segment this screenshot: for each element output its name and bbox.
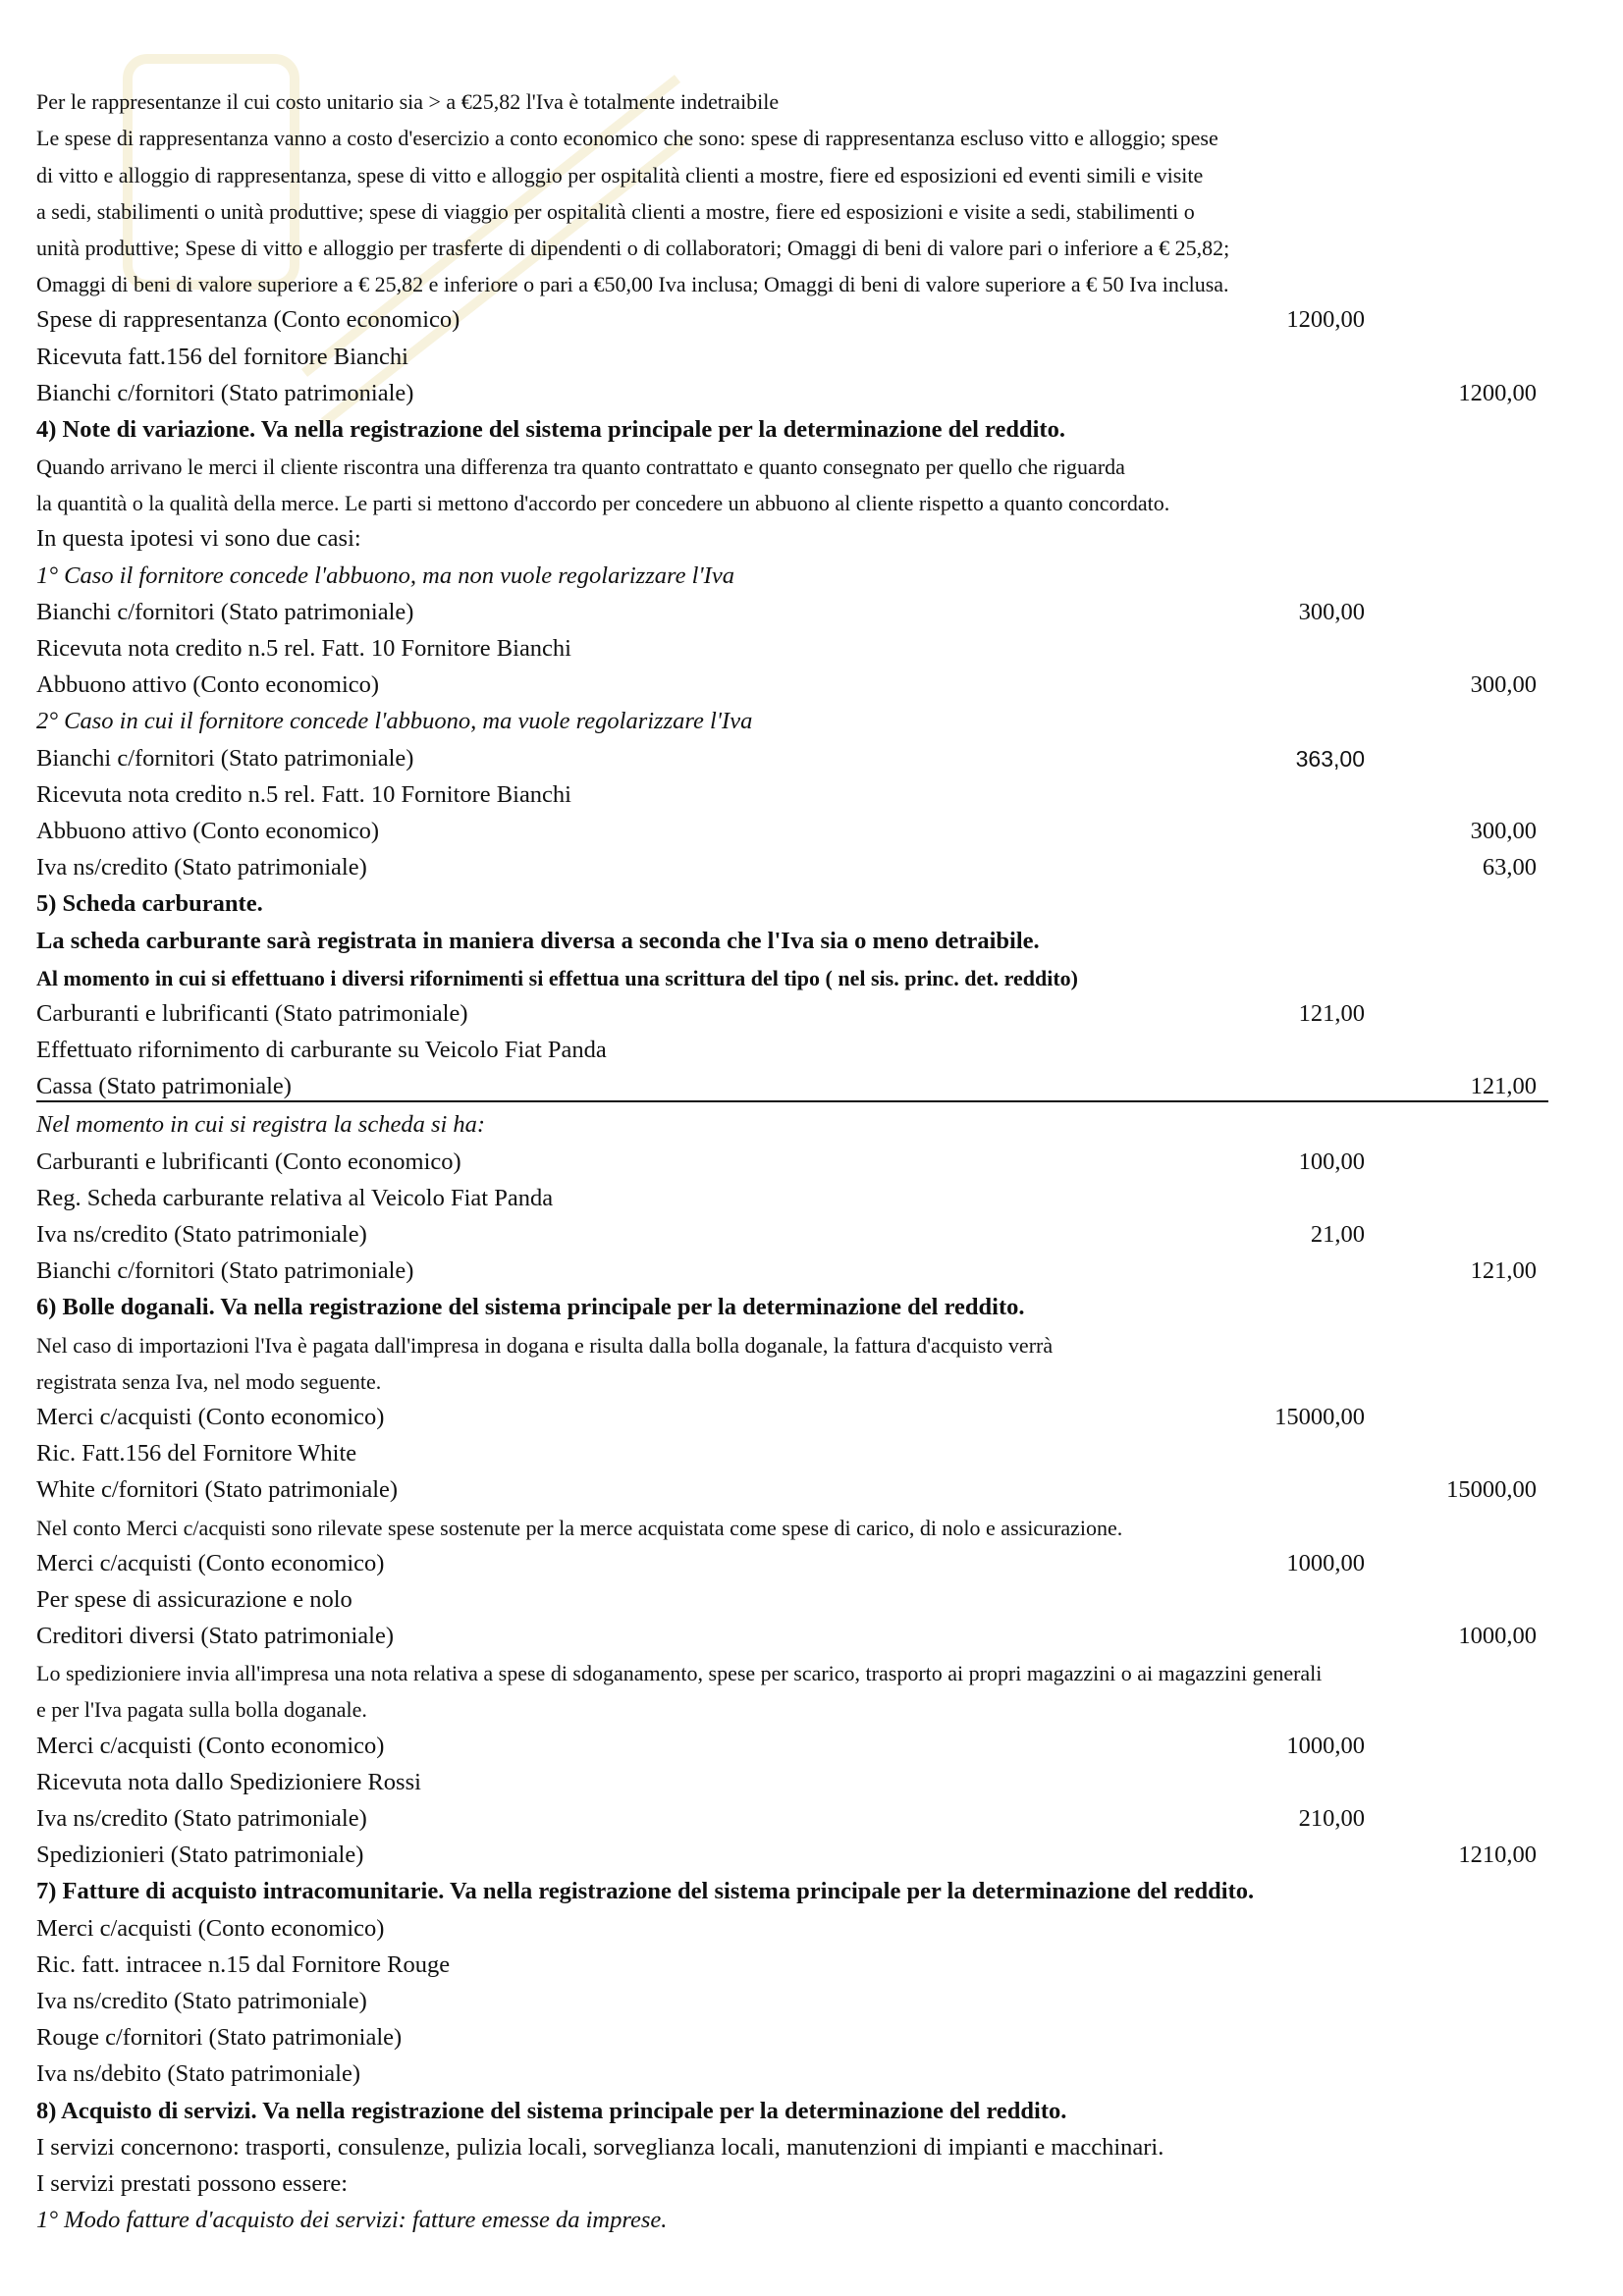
document-line bbox=[36, 1102, 1548, 1139]
document-line bbox=[36, 297, 1548, 334]
line-text: Nel conto Merci c/acquisti sono rilevate spese sostenute per la merce acquistata come spese di carico, di nolo e assicurazione. bbox=[36, 1515, 1123, 1540]
line-text: di vitto e alloggio di rappresentanza, spese di vitto e alloggio per ospitalità clienti a mostre, fiere ed esposizioni ed eventi simili e visite bbox=[36, 162, 1204, 187]
line-text: 1° Caso il fornitore concede l'abbuono, ma non vuole regolarizzare l'Iva bbox=[36, 561, 734, 589]
line-text: Ricevuta nota credito n.5 rel. Fatt. 10 Fornitore Bianchi bbox=[36, 635, 571, 662]
line-text: registrata senza Iva, nel modo seguente. bbox=[36, 1368, 382, 1394]
line-text: Abbuono attivo (Conto economico) bbox=[36, 817, 380, 844]
document-line bbox=[36, 1504, 1548, 1540]
line-text: Carburanti e lubrificanti (Stato patrimoniale) bbox=[36, 999, 468, 1027]
document-line bbox=[36, 1064, 1548, 1102]
line-text: Nel caso di importazioni l'Iva è pagata dall'impresa in dogana e risulta dalla bolla doganale, la fattura d'acquisto verrà bbox=[36, 1332, 1054, 1358]
document-line bbox=[36, 1212, 1548, 1249]
document-line bbox=[36, 626, 1548, 663]
credit-amount: 1000,00 bbox=[1458, 1623, 1537, 1650]
line-text: Carburanti e lubrificanti (Conto economico) bbox=[36, 1148, 461, 1175]
document-line bbox=[36, 115, 1548, 151]
document-line bbox=[36, 2162, 1548, 2198]
line-text: Iva ns/debito (Stato patrimoniale) bbox=[36, 2060, 360, 2088]
credit-amount: 1210,00 bbox=[1458, 1842, 1537, 1869]
line-text: Quando arrivano le merci il cliente riscontra una differenza tra quanto contrattato e quanto consegnato per quello che riguarda bbox=[36, 454, 1125, 480]
document-line bbox=[36, 1905, 1548, 1942]
line-text: 7) Fatture di acquisto intracomunitarie. Va nella registrazione del sistema principale per la determinazione del reddito. bbox=[36, 1878, 1255, 1905]
line-text: Bianchi c/fornitori (Stato patrimoniale) bbox=[36, 744, 414, 772]
credit-amount: 63,00 bbox=[1482, 854, 1537, 881]
line-text: 8) Acquisto di servizi. Va nella registrazione del sistema principale per la determinazione del reddito. bbox=[36, 2097, 1067, 2124]
credit-amount: 300,00 bbox=[1470, 817, 1537, 844]
debit-amount: 363,00 bbox=[1295, 745, 1365, 772]
document-line bbox=[36, 1650, 1548, 1686]
line-text: Bianchi c/fornitori (Stato patrimoniale) bbox=[36, 1257, 414, 1285]
document-line bbox=[36, 1028, 1548, 1064]
document-line bbox=[36, 480, 1548, 516]
document-line bbox=[36, 1760, 1548, 1796]
document-line bbox=[36, 1869, 1548, 1905]
document-line bbox=[36, 809, 1548, 845]
line-text: Per le rappresentanze il cui costo unitario sia > a €25,82 l'Iva è totalmente indetraibile bbox=[36, 89, 780, 115]
document-line bbox=[36, 188, 1548, 225]
line-text: Ric. fatt. intracee n.15 dal Fornitore Rouge bbox=[36, 1950, 451, 1978]
credit-amount: 121,00 bbox=[1470, 1257, 1537, 1285]
document-line bbox=[36, 225, 1548, 261]
document-line bbox=[36, 991, 1548, 1028]
document-line bbox=[36, 261, 1548, 297]
document-line bbox=[36, 151, 1548, 187]
document-line bbox=[36, 1139, 1548, 1175]
line-text: Iva ns/credito (Stato patrimoniale) bbox=[36, 1987, 367, 2014]
document-line bbox=[36, 1541, 1548, 1577]
line-text: la quantità o la qualità della merce. Le parti si mettono d'accordo per concedere un abbuono al cliente rispetto a quanto concordato. bbox=[36, 491, 1170, 516]
debit-amount: 15000,00 bbox=[1274, 1403, 1365, 1430]
line-text: Nel momento in cui si registra la scheda si ha: bbox=[36, 1111, 486, 1139]
debit-amount: 21,00 bbox=[1310, 1221, 1365, 1248]
credit-amount: 121,00 bbox=[1470, 1073, 1537, 1100]
document-line bbox=[36, 2125, 1548, 2162]
line-text: I servizi prestati possono essere: bbox=[36, 2169, 349, 2197]
line-text: Abbuono attivo (Conto economico) bbox=[36, 671, 380, 699]
document-line bbox=[36, 1359, 1548, 1395]
line-text: Merci c/acquisti (Conto economico) bbox=[36, 1914, 385, 1942]
line-text: Iva ns/credito (Stato patrimoniale) bbox=[36, 854, 367, 881]
document-line bbox=[36, 663, 1548, 699]
document-line bbox=[36, 444, 1548, 480]
document-line bbox=[36, 845, 1548, 881]
document-line bbox=[36, 881, 1548, 918]
line-text: Bianchi c/fornitori (Stato patrimoniale) bbox=[36, 598, 414, 625]
line-text: Iva ns/credito (Stato patrimoniale) bbox=[36, 1805, 367, 1832]
line-text: I servizi concernono: trasporti, consulenze, pulizia locali, sorveglianza locali, manutenzioni di impianti e macchinari. bbox=[36, 2133, 1164, 2161]
line-text: White c/fornitori (Stato patrimoniale) bbox=[36, 1476, 399, 1504]
line-text: Reg. Scheda carburante relativa al Veicolo Fiat Panda bbox=[36, 1184, 554, 1211]
document-line bbox=[36, 1796, 1548, 1833]
document-line bbox=[36, 1833, 1548, 1869]
document-line bbox=[36, 1614, 1548, 1650]
document-line bbox=[36, 1468, 1548, 1504]
line-text: Omaggi di beni di valore superiore a € 25,82 e inferiore o pari a €50,00 Iva inclusa; Omaggi di beni di valore superiore a € 50 Iva inclusa. bbox=[36, 272, 1229, 297]
line-text: Effettuato rifornimento di carburante su Veicolo Fiat Panda bbox=[36, 1037, 607, 1064]
line-text: Al momento in cui si effettuano i diversi rifornimenti si effettua una scrittura del tipo ( nel sis. princ. det. reddito) bbox=[36, 965, 1078, 990]
debit-amount: 210,00 bbox=[1298, 1805, 1365, 1832]
document-line bbox=[36, 79, 1548, 115]
line-text: Spedizionieri (Stato patrimoniale) bbox=[36, 1842, 364, 1869]
line-text: Merci c/acquisti (Conto economico) bbox=[36, 1549, 385, 1576]
line-text: Merci c/acquisti (Conto economico) bbox=[36, 1403, 385, 1430]
document-page bbox=[36, 79, 1548, 2234]
debit-amount: 100,00 bbox=[1298, 1148, 1365, 1175]
line-text: Iva ns/credito (Stato patrimoniale) bbox=[36, 1221, 367, 1248]
line-text: 1° Modo fatture d'acquisto dei servizi: fatture emesse da imprese. bbox=[36, 2207, 668, 2234]
line-text: Spese di rappresentanza (Conto economico) bbox=[36, 306, 460, 334]
document-line bbox=[36, 773, 1548, 809]
document-line bbox=[36, 699, 1548, 735]
line-text: 4) Note di variazione. Va nella registrazione del sistema principale per la determinazione del reddito. bbox=[36, 415, 1065, 443]
line-text: Ricevuta fatt.156 del fornitore Bianchi bbox=[36, 343, 408, 370]
debit-amount: 300,00 bbox=[1298, 598, 1365, 625]
line-text: Per spese di assicurazione e nolo bbox=[36, 1585, 352, 1613]
document-line bbox=[36, 2015, 1548, 2052]
document-line bbox=[36, 334, 1548, 370]
debit-amount: 1000,00 bbox=[1286, 1549, 1365, 1576]
document-line bbox=[36, 1176, 1548, 1212]
line-text: In questa ipotesi vi sono due casi: bbox=[36, 525, 361, 553]
line-text: 6) Bolle doganali. Va nella registrazione del sistema principale per la determinazione del reddito. bbox=[36, 1294, 1025, 1321]
line-text: Rouge c/fornitori (Stato patrimoniale) bbox=[36, 2024, 403, 2052]
debit-amount: 1000,00 bbox=[1286, 1732, 1365, 1759]
document-line bbox=[36, 407, 1548, 444]
document-line bbox=[36, 1577, 1548, 1614]
line-text: a sedi, stabilimenti o unità produttive; spese di viaggio per ospitalità clienti a mostre, fiere ed esposizioni e visite a sedi, stabilimenti o bbox=[36, 198, 1195, 224]
document-line bbox=[36, 955, 1548, 991]
debit-amount: 121,00 bbox=[1298, 999, 1365, 1027]
document-line bbox=[36, 1321, 1548, 1358]
line-text: Ricevuta nota dallo Spedizioniere Rossi bbox=[36, 1768, 421, 1795]
line-text: Cassa (Stato patrimoniale) bbox=[36, 1073, 292, 1100]
document-line bbox=[36, 1979, 1548, 2015]
document-line bbox=[36, 1285, 1548, 1321]
line-text: Lo spedizioniere invia all'impresa una nota relativa a spese di sdoganamento, spese per scarico, trasporto ai propri magazzini o ai magazzini generali bbox=[36, 1661, 1323, 1686]
line-text: e per l'Iva pagata sulla bolla doganale. bbox=[36, 1697, 367, 1723]
document-line bbox=[36, 590, 1548, 626]
document-line bbox=[36, 371, 1548, 407]
line-text: Creditori diversi (Stato patrimoniale) bbox=[36, 1623, 395, 1650]
document-line bbox=[36, 1686, 1548, 1723]
document-line bbox=[36, 735, 1548, 772]
line-text: 5) Scheda carburante. bbox=[36, 890, 263, 918]
line-text: La scheda carburante sarà registrata in maniera diversa a seconda che l'Iva sia o meno detraibile. bbox=[36, 927, 1040, 954]
document-line bbox=[36, 1431, 1548, 1468]
line-text: Merci c/acquisti (Conto economico) bbox=[36, 1732, 385, 1759]
line-text: 2° Caso in cui il fornitore concede l'abbuono, ma vuole regolarizzare l'Iva bbox=[36, 708, 753, 735]
line-text: Le spese di rappresentanza vanno a costo d'esercizio a conto economico che sono: spese di rappresentanza escluso vitto e alloggio; spese bbox=[36, 126, 1218, 151]
document-line bbox=[36, 2088, 1548, 2124]
debit-amount: 1200,00 bbox=[1286, 306, 1365, 334]
document-line bbox=[36, 1943, 1548, 1979]
credit-amount: 300,00 bbox=[1470, 671, 1537, 699]
document-line bbox=[36, 516, 1548, 553]
credit-amount: 1200,00 bbox=[1458, 379, 1537, 406]
line-text: Bianchi c/fornitori (Stato patrimoniale) bbox=[36, 379, 414, 406]
document-line bbox=[36, 918, 1548, 954]
document-line bbox=[36, 553, 1548, 589]
line-text: Ricevuta nota credito n.5 rel. Fatt. 10 Fornitore Bianchi bbox=[36, 780, 571, 808]
document-line bbox=[36, 2198, 1548, 2234]
document-line bbox=[36, 1395, 1548, 1431]
document-line bbox=[36, 1723, 1548, 1759]
line-text: Ric. Fatt.156 del Fornitore White bbox=[36, 1440, 357, 1468]
document-line bbox=[36, 1249, 1548, 1285]
document-line bbox=[36, 2052, 1548, 2088]
credit-amount: 15000,00 bbox=[1446, 1476, 1537, 1504]
line-text: unità produttive; Spese di vitto e alloggio per trasferte di dipendenti o di collaboratori; Omaggi di beni di valore pari o inferiore a € 25,82; bbox=[36, 235, 1230, 260]
